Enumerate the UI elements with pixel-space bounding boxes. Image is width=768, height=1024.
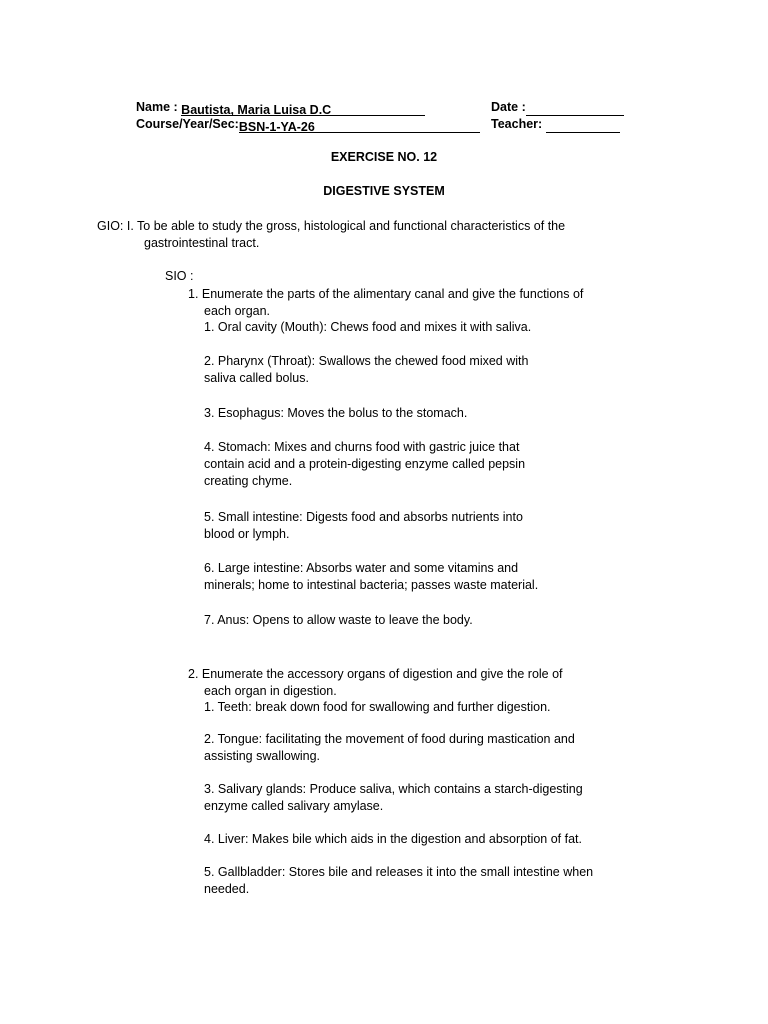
date-row xyxy=(491,99,624,116)
q1-answer-6 xyxy=(204,560,654,594)
answer-line: creating chyme. xyxy=(204,474,293,488)
answer-line: 5. Small intestine: Digests food and absorbs nutrients into xyxy=(204,510,523,524)
answer-line: 1. Teeth: break down food for swallowing and further digestion. xyxy=(204,700,551,714)
course-label: Course/Year/Sec: xyxy=(136,117,239,131)
name-label: Name : xyxy=(136,100,178,114)
answer-line: 4. Liver: Makes bile which aids in the digestion and absorption of fat. xyxy=(204,832,582,846)
q1-answer-7 xyxy=(204,612,654,629)
answer-line: enzyme called salivary amylase. xyxy=(204,799,384,813)
q1-line-2: each organ. xyxy=(204,304,271,318)
q2-answer-3 xyxy=(204,781,654,815)
answer-line: 3. Salivary glands: Produce saliva, which contains a starch-digesting xyxy=(204,782,583,796)
name-field xyxy=(181,102,425,116)
q2-answer-1 xyxy=(204,699,654,716)
teacher-field xyxy=(546,119,620,133)
answer-line: saliva called bolus. xyxy=(204,371,309,385)
gio-line-2: gastrointestinal tract. xyxy=(144,236,260,250)
teacher-row xyxy=(491,116,620,133)
q1-answer-2 xyxy=(204,353,654,387)
q2-line-1: 2. Enumerate the accessory organs of digestion and give the role of xyxy=(188,667,563,681)
q2-answer-2 xyxy=(204,731,654,765)
name-row xyxy=(136,99,425,116)
q1-line-1: 1. Enumerate the parts of the alimentary canal and give the functions of xyxy=(188,287,584,301)
q1-answer-3 xyxy=(204,405,654,422)
course-row xyxy=(136,116,480,133)
answer-line: needed. xyxy=(204,882,250,896)
q2-answer-4 xyxy=(204,831,654,848)
answer-line: 1. Oral cavity (Mouth): Chews food and mixes it with saliva. xyxy=(204,320,532,334)
answer-line: 4. Stomach: Mixes and churns food with gastric juice that xyxy=(204,440,520,454)
q2-answer-5 xyxy=(204,864,654,898)
answer-line: minerals; home to intestinal bacteria; passes waste material. xyxy=(204,578,539,592)
q1-answer-5 xyxy=(204,509,654,543)
answer-line: 7. Anus: Opens to allow waste to leave the body. xyxy=(204,613,473,627)
course-field xyxy=(239,119,480,133)
topic-title: DIGESTIVE SYSTEM xyxy=(323,184,445,198)
q2-line-2: each organ in digestion. xyxy=(204,684,337,698)
teacher-label: Teacher: xyxy=(491,117,543,131)
answer-line: 3. Esophagus: Moves the bolus to the stomach. xyxy=(204,406,468,420)
date-label: Date : xyxy=(491,100,526,114)
date-field xyxy=(526,102,624,116)
answer-line: 2. Tongue: facilitating the movement of food during mastication and xyxy=(204,732,575,746)
answer-line: contain acid and a protein-digesting enzyme called pepsin xyxy=(204,457,526,471)
exercise-title: EXERCISE NO. 12 xyxy=(330,150,438,164)
answer-line: 5. Gallbladder: Stores bile and releases it into the small intestine when xyxy=(204,865,594,879)
gio-line-1: GIO: I. To be able to study the gross, histological and functional characteristics of the xyxy=(97,219,566,233)
answer-line: blood or lymph. xyxy=(204,527,290,541)
sio-label: SIO : xyxy=(165,269,194,283)
q1-answer-1 xyxy=(204,319,654,336)
answer-line: assisting swallowing. xyxy=(204,749,321,763)
q1-answer-4 xyxy=(204,439,654,490)
course-value: BSN-1-YA-26 xyxy=(238,120,315,134)
name-value: Bautista, Maria Luisa D.C xyxy=(181,103,332,117)
answer-line: 2. Pharynx (Throat): Swallows the chewed food mixed with xyxy=(204,354,529,368)
answer-line: 6. Large intestine: Absorbs water and some vitamins and xyxy=(204,561,519,575)
